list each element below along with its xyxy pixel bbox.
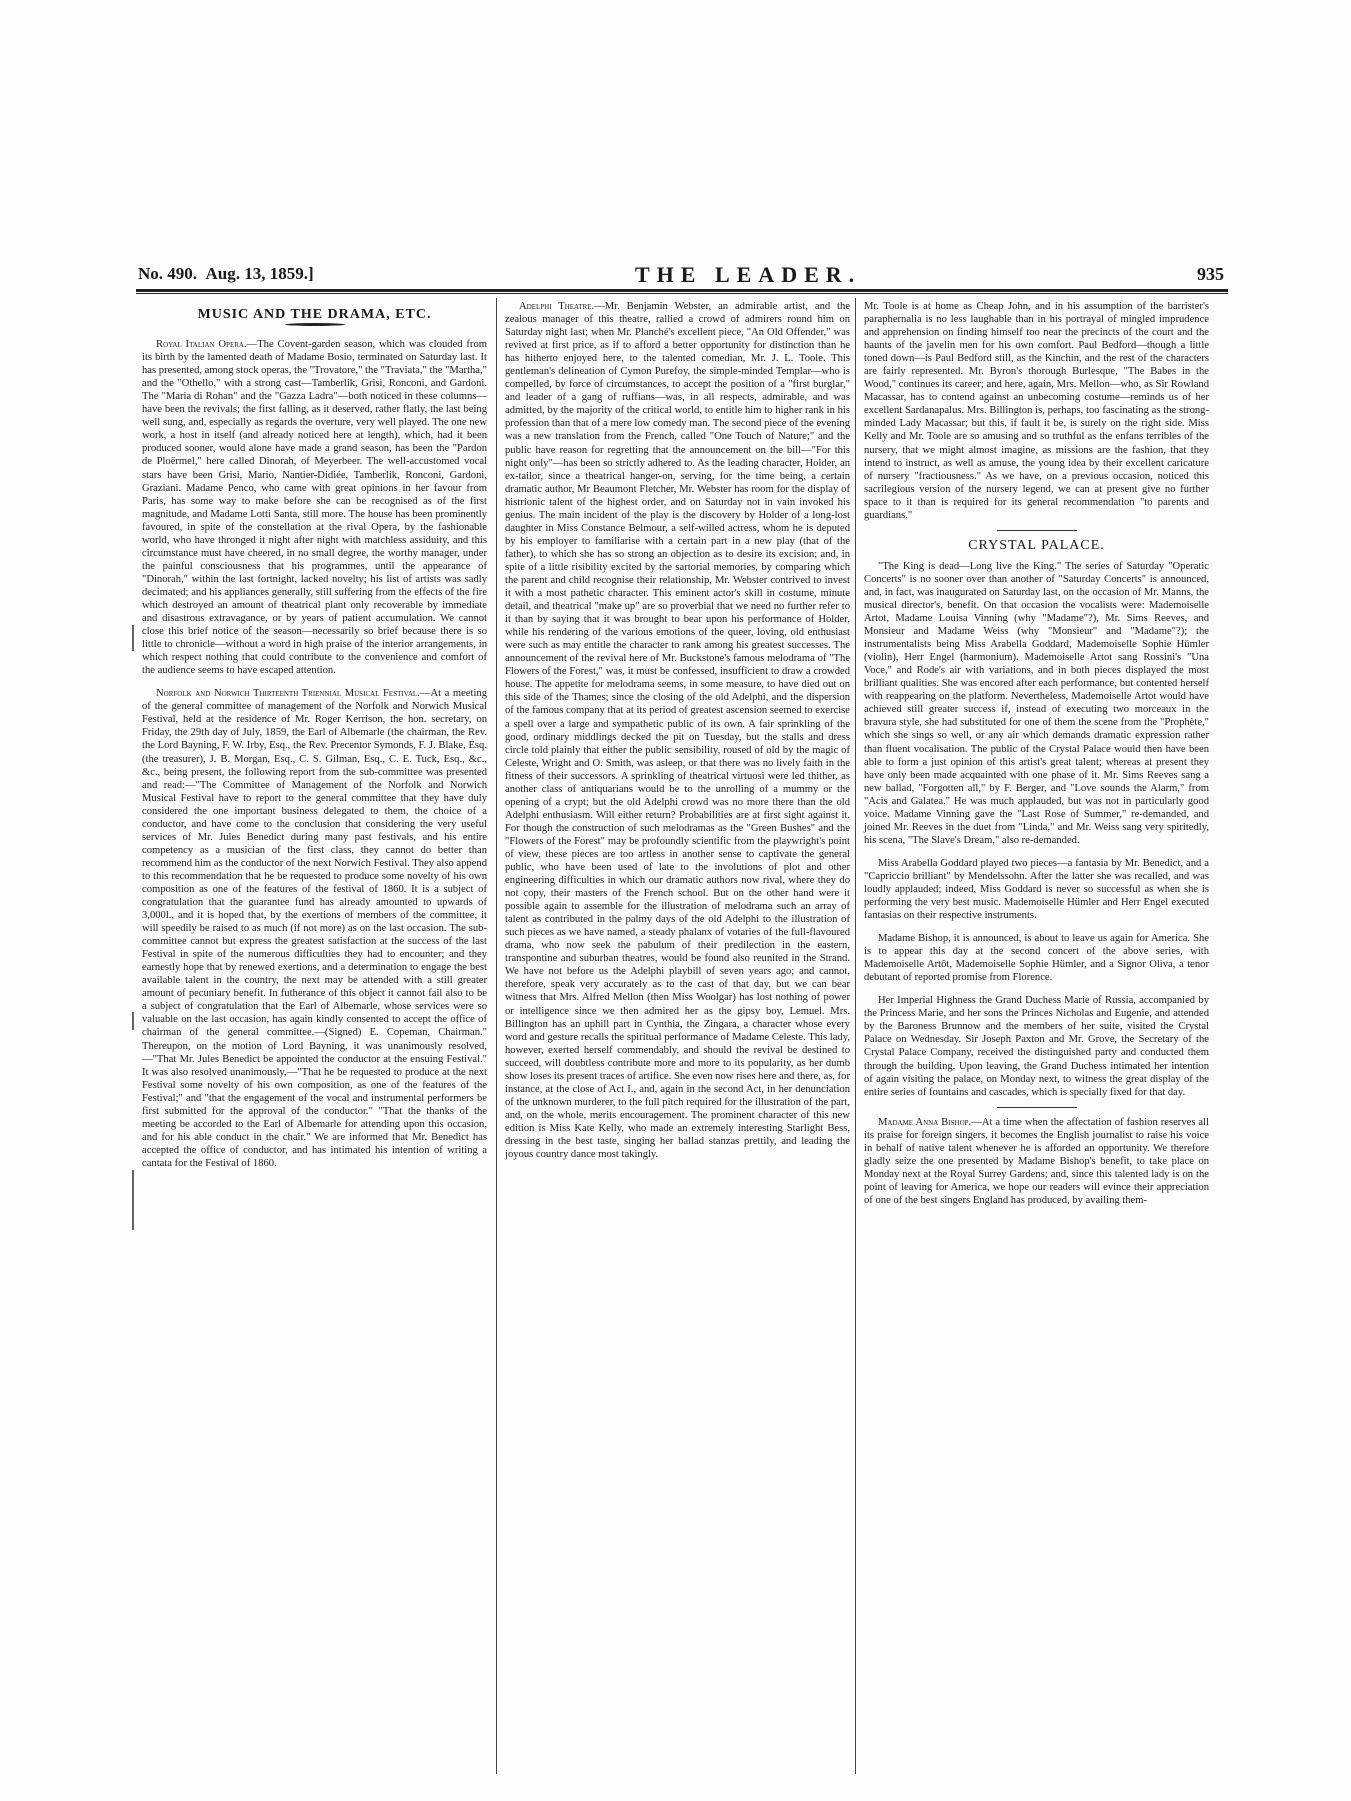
article-adelphi-theatre: [505, 300, 850, 1161]
section-heading-crystal-palace: CRYSTAL PALACE.: [968, 537, 1105, 553]
section-divider: [997, 1107, 1077, 1108]
article-madame-bishop: Madame Bishop, it is announced, is about to leave us again for America. She is to appear this day at the second concert of the above series, with Mademoiselle Artôt, Mademoiselle Sophie Hümler, and a Signor Oliva, a tenor debutant of reported promise from Florence.: [864, 933, 1209, 984]
article-lead: Royal Italian Opera.: [156, 339, 247, 351]
issue-number: No. 490.: [138, 264, 198, 283]
article-body: —At a meeting of the general committee of management of the Norfolk and Norwich Musical Festival, held at the residence of Mr. Roger Kerrison, the hon. secretary, on Friday, the 29th day of July, 1859, the Earl of Albemarle (the chairman, the Rev. the Lord Bayning, F. W. Irby, Esq., the Rev. Precentor Symonds, F. J. Blake, Esq. (the treasurer), J. B. Morgan, Esq., C. S. Gilman, Esq., C. E. Tuck, Esq., &c., &c., being present, the following report from the sub-committee was presented and read:—"The Committee of Management of the Norfolk and Norwich Musical Festival have to report to the general committee that they have duly considered the one important business delegated to them, the choice of a conductor, and have come to the conclusion that considering the very useful services of Mr. Jules Benedict during many past festivals, and his entire competency as a musician of the first class, they cannot do better than recommend him as the conductor of the next Norwich Festival. They also append to this recommendation that he be requested to produce some novelty of his own composition as one of the features of the festival of 1860. It is a subject of congratulation that the guarantee fund has already amounted to upwards of 3,000l., and it is hoped that, by the exertions of members of the committee, it will speedily be raised to as much (if not more) as on the last occasion. The sub-committee cannot but express the greatest satisfaction at the success of the last Festival in spite of the numerous difficulties they had to encounter; and they earnestly hope that by renewed exertions, and a determination to engage the best available talent in the country, the next may be attended with a still greater amount of pecuniary benefit. In futherance of this object it cannot fail also to be a subject of congratulation that the Earl of Albemarle, whose services were so valuable on the last occasion, has again kindly consented to accept the office of chairman of the general committee.—(Signed) E. Copeman, Chairman." Thereupon, on the motion of Lord Bayning, it was unanimously resolved,—"That Mr. Jules Benedict be appointed the conductor at the ensuing Festival." It was also resolved unanimously,—"That he be requested to produce at the next Festival some novelty of his own composition, as one of the features of the Festival;" and "that the engagement of the vocal and instrumental performers be first submitted for the approval of the conductor." "That the thanks of the meeting be accorded to the Earl of Albemarle for attending upon this occasion, and for his able conduct in the chair." We are informed that Mr. Benedict has accepted the office of conductor, and has intimated his intention of writing a cantata for the Festival of 1860.: [142, 688, 487, 1169]
column-2: [505, 300, 850, 1162]
issue-and-date: [138, 264, 314, 284]
article-anna-bishop: [864, 1116, 1209, 1207]
margin-pencil-mark: [132, 1170, 134, 1230]
article-body: —At a time when the affectation of fashion reserves all its praise for foreign singers, it becomes the English journalist to raise his voice in behalf of native talent whenever he is afforded an opportunity. We therefore gladly seize the one presented by Madame Bishop's benefit, to take place on Monday next at the Royal Surrey Gardens; and, since this talented lady is on the point of leaving for America, we hope our readers will evince their appreciation of one of the best singers England has produced, by availing them-: [864, 1116, 1210, 1206]
article-lead: Norfolk and Norwich Thirteenth Triennial Musical Festival.: [156, 688, 420, 700]
margin-pencil-mark: [132, 625, 134, 651]
article-adelphi-continued: Mr. Toole is at home as Cheap John, and in his assumption of the barrister's paraphernalia is no less laughable than in his portrayal of mingled imprudence and apprehension on finding himself too near the precincts of the court and the haunts of the javelin men for his own comfort. Paul Bedford—though a little toned down—is Paul Bedford still, as the Kinchin, and the rest of the characters are fairly represented. Mr. Byron's thorough Burlesque, "The Babes in the Wood," continues its career; and here, again, Mrs. Mellon—who, as Sir Rowland Macassar, has to contend against an unbecoming costume—reminds us of her excellent Sardanapalus. Mrs. Billington is, perhaps, too fascinating as the strong-minded Lady Macassar; but this, if fault it be, is surely on the right side. Miss Kelly and Mr. Toole are so amusing and so truthful as the enfans terribles of the nursery, that we might almost imagine, as missions are the fashion, that they intend to instruct, as well as amuse, the young idea by their excellent caricature of nursery "fractiousness." As we have, on a previous occasion, noticed this sacrilegious version of the nursery legend, we can at present give no further space to it than is required for its general recommendation "to parents and guardians.": [864, 301, 1209, 521]
column-3: [864, 300, 1209, 1208]
issue-date: Aug. 13, 1859.]: [205, 264, 314, 283]
article-norwich-festival: [142, 687, 487, 1170]
margin-pencil-mark: [132, 1012, 134, 1030]
article-lead: Adelphi Theatre.: [519, 301, 595, 312]
article-lead: Madame Anna Bishop.: [878, 1116, 972, 1128]
article-goddard: Miss Arabella Goddard played two pieces—a fantasia by Mr. Benedict, and a "Capriccio brilliant" by Mendelssohn. After the latter she was recalled, and was loudly applauded; indeed, Miss Goddard is never so successful as when she is performing the very best music. Mademoiselle Hümler and Herr Engel executed fantasias on their respective instruments.: [864, 857, 1209, 922]
article-grand-duchess: Her Imperial Highness the Grand Duchess Marie of Russia, accompanied by the Princess Marie, and her sons the Princes Nicholas and Eugenie, and attended by the Baroness Brunnow and the members of her suite, visited the Crystal Palace on Wednesday. Sir Joseph Paxton and Mr. Grove, the Secretary of the Crystal Palace Company, received the distinguished party and conducted them through the building. Upon leaving, the Grand Duchess intimated her intention of again visiting the palace, on Monday next, to witness the great display of the entire series of fountains and cascades, which is specially fixed for that day.: [864, 995, 1209, 1098]
article-royal-italian-opera: [142, 338, 487, 677]
article-crystal-palace: "The King is dead—Long live the King." The series of Saturday "Operatic Concerts" is no sooner over than another of "Saturday Concerts" is announced, and, in fact, was inaugurated on Saturday last, on the occasion of Mr. Manns, the musical director's, benefit. On that occasion the vocalists were: Mademoiselle Artot, Madame Louisa Vinning (why "Madame"?), Mr. Sims Reeves, and Monsieur and Madame Weiss (why "Monsieur" and "Madame"?); the instrumentalists being Miss Arabella Goddard, Mademoiselle Sophie Hümler (violin), Herr Engel (harmonium). Mademoiselle Artot sang Rossini's "Una Voce," and Rode's air with variations, and in both pieces displayed the most brilliant qualities. She was encored after each performance, but contented herself with reappearing on the platform. Nevertheless, Mademoiselle Artot would have achieved still greater success if, instead of executing two morceaux in the bravura style, she had substituted for one of them the scene from the "Prophète," which she sings so well, or any air which demands dramatic expression rather than fluent vocalisation. The public of the Crystal Palace would then have been able to form a just opinion of this artist's great talent; whereas at present they have only been made acquainted with one phase of it. Mr. Sims Reeves sang a new ballad, "Forgotten all," by F. Berger, and "Love sounds the Alarm," from "Acis and Galatea." He was much applauded, but was not in particularly good voice. Madame Vinning gave the "Last Rose of Summer," re-demanded, and joined Mr. Reeves in the duet from "Linda," and Mr. Weiss sang very spiritedly, his scena, "The Slave's Dream," also re-demanded.: [864, 560, 1209, 846]
page-number: 935: [1197, 264, 1224, 284]
article-body: —The Covent-garden season, which was clouded from its birth by the lamented death of Madame Bosio, terminated on Saturday last. It has presented, among stock operas, the "Trovatore," the "Traviata," the "Martha," and the "Othello," with a strong cast—Tamberlik, Grisi, Ronconi, and Gardoni. The "Maria di Rohan" and the "Gazza Ladra"—both noticed in these columns—have been the revivals; the first falling, as it deserved, rather flatly, the last being well sung, and, especially as regards the overture, very well played. The one new work, a host in itself (and already noticed here at length), which, had it been produced sooner, would alone have made a grand season, has been the "Pardon de Ploërmel," here called Dinorah, of Meyerbeer. The well-accustomed vocal stars have been Grisi, Mario, Nantier-Didiée, Tamberlik, Ronconi, Gardoni, Graziani. Madame Penco, who came with great opinions in her favour from Paris, has some way to make before she can be recognised as of the first magnitude, and Madame Lotti Santa, still more. The house has been prominently favoured, in spite of the constellation at the rival Opera, by the fashionable world, who have thronged it night after night with matchless assiduity, and this circumstance must have cheered, in no small degree, the worthy manager, under the painful consciousness that his programmes, until the appearance of "Dinorah," within the last fortnight, lacked novelty; his list of artists was sadly decimated; and his appliances generally, still suffering from the effects of the fire which destroyed an amount of theatrical plant only recoverable by immediate and disastrous extravagance, or by years of patient accumulation. We cannot close this brief notice of the season—necessarily so brief because there is so little to chronicle—without a word in high praise of the interior arrangements, in which respect nothing that could contribute to the convenience and comfort of the audience seems to have escaped attention.: [142, 339, 487, 677]
column-divider-2: [855, 298, 856, 1774]
article-body: —Mr. Benjamin Webster, an admirable artist, and the zealous manager of this theatre, rallied a crowd of admirers round him on Saturday night last; when Mr. Planché's excellent piece, "An Old Offender," was revived at first price, as if to afford a better opportunity for distinction than he has hitherto enjoyed here, to the talented comedian, Mr. J. L. Toole. This gentleman's delineation of Cymon Purefoy, the simple-minded Templar—who is compelled, by force of circumstances, to accept the position of a "first burglar," and leader of a gang of ruffians—was, in all respects, admirable, and was admitted, by the majority of the critical world, to entitle him to higher rank in his profession than that of a mere low comedy man. The second piece of the evening was a new translation from the French, called "One Touch of Nature;" and the public have reason for regretting that the announcement on the bill—"For this night only"—has been so strictly adhered to. As the leading character, Holder, an ex-tailor, since a theatrical hanger-on, serving, for the time being, a certain dramatic author, Mr Beaumont Fletcher, Mr. Webster has room for the display of histrionic talent of the highest order, and on Saturday not in vain invoked his genius. The main incident of the play is the discovery by Holder of a long-lost daughter in Miss Constance Belmour, a self-willed actress, whom he is deputed by his employer to familiarise with a certain part in a new play (that of the father), to which she has so strong an objection as to desire its excision; and, in spite of a little risibility excited by the sartorial memories, by comparing which the parent and child recognise their relationship, Mr. Webster contrived to invest it with a most pathetic character. This eminent actor's skill in costume, minute detail, and theatrical "make up" are so proverbial that we need no further refer to it than by saying that it was brought to bear upon his performance of Holder, while his rendering of the various emotions of the queer, loving, old enthusiast were such as may entitle the character to rank among his greatest successes. The announcement of the revival here of Mr. Buckstone's famous melodrama of "The Flowers of the Forest," was, it must be confessed, insufficient to draw a crowded house. The appetite for melodrama seems, in some measure, to have died out on this side of the Thames; since the closing of the old Adelphi, and the dispersion of the famous company that at its period of greatest ascension seemed to exercise a spell over a large and sympathetic public of its own. A fair sprinkling of the good, ordinary middlings decked the pit on Tuesday, but the stalls and dress circle told plainly that either the public sensibility, roused of old by the magic of Celeste, Wright and O. Smith, was asleep, or that there was no lively faith in the fitness of their successors. A sprinkling of theatrical virtuosi were led thither, as another class of antiquarians would be to the unrolling of a mummy or the opening of a crypt; but the old Adelphi crowd was no more there than the old Adelphi enthusiasm. Will either return? Probabilities are at first sight against it. For though the construction of such melodramas as the "Green Bushes" and the "Flowers of the Forest" may be profoundly scientific from the playwright's point of view, these pieces are too artless in another sense to captivate the general public, who have been used of late to the involutions of plot and other engineering difficulties in which our dramatic authors now rival, where they do not copy, their masters of the French school. But on the other hand were it possible again to assemble for the illustration of melodrama such an array of talent as contributed in the palmy days of the old Adelphi to the illustration of such pieces as we have named, a steady phalanx of votaries of the full-flavoured drama, who now seek the pabulum of their predilection in the eastern, transpontine and suburban theatres, would be found also reunited in the Strand. We have not before us the Adelphi playbill of seven years ago; and cannot, therefore, speak very accurately as to the cast of that day, but we can bear witness that Mrs. Alfred Mellon (then Miss Woolgar) has lost nothing of power or intelligence since we then admired her as the gipsy boy, Lemuel. Mrs. Billington has an uphill part in Cynthia, the Zingara, a character whose every word and gesture recalls the spiritual performance of Madame Celeste. This lady, however, exerted herself commendably, and should the revival be destined to succeed, will doubtless contribute more and more to its popularity, as her dumb show loses its present traces of artifice. She even now rises here and there, as, for instance, at the close of Act I., and, again in the second Act, in her denunciation of the unknown murderer, to the full pitch required for the illustration of the part, and, on the whole, merits encouragement. The prominent character of this new edition is Miss Kate Kelly, who made an extremely interesting Starlight Bess, dressing in the best taste, singing her ballad stanzas prettily, and leading the joyous country dance most takingly.: [505, 301, 850, 1161]
masthead: [130, 262, 1230, 286]
column-1: [142, 300, 487, 1171]
column-divider-1: [496, 298, 497, 1774]
section-divider: [997, 530, 1077, 531]
heading-ornament: [285, 323, 345, 326]
section-heading-music-drama: MUSIC AND THE DRAMA, ETC.: [197, 307, 432, 322]
masthead-rule-thin: [136, 293, 1228, 294]
masthead-rule-heavy: [136, 289, 1228, 292]
newspaper-title: THE LEADER.: [635, 262, 862, 287]
